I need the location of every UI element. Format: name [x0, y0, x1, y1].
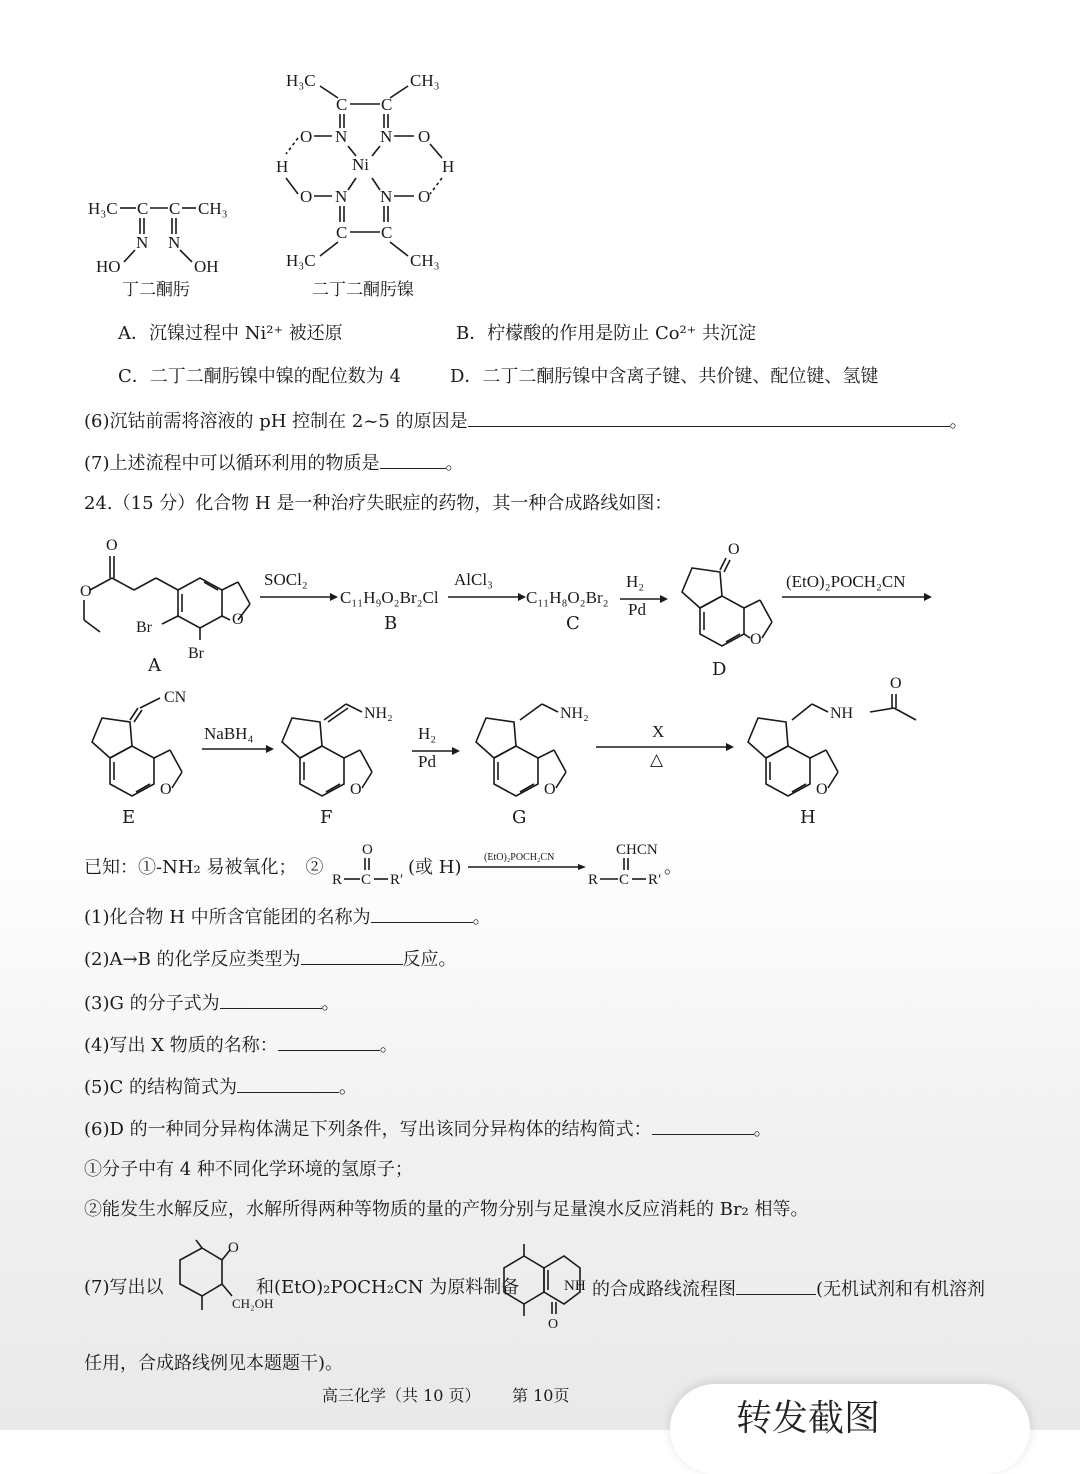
svg-text:R: R — [588, 872, 599, 888]
reagent-pd: Pd — [628, 600, 646, 619]
svg-text:CN: CN — [164, 689, 187, 706]
formula-c: C₁₁H₈O₂Br₂ — [526, 588, 609, 607]
label-h: H — [800, 807, 816, 828]
svg-text:C: C — [169, 199, 181, 218]
sub-question-7-c — [592, 1276, 985, 1302]
reagent-h2: H₂ — [418, 724, 437, 743]
known-reagent: (EtO)₂POCH₂CN — [484, 852, 555, 863]
sub-question-7-a: (7)写出以 — [84, 1277, 164, 1298]
compound-a-structure — [70, 534, 260, 664]
sub-question-5 — [84, 1074, 357, 1100]
option-c: C．二丁二酮肟镍中镍的配位数为 4 — [118, 366, 401, 387]
share-screenshot-label: 转发截图 — [736, 1398, 881, 1439]
reaction-arrow — [446, 590, 526, 604]
reaction-arrow — [258, 590, 338, 604]
sub-question-7-d-text: (无机试剂和有机溶剂 — [816, 1279, 986, 1300]
answer-blank — [468, 408, 950, 427]
label-f: F — [320, 807, 333, 828]
reaction-arrow — [200, 742, 274, 756]
q24-header: 24.（15 分）化合物 H 是一种治疗失眠症的药物，其一种合成路线如图： — [84, 493, 673, 514]
option-b: B．柠檬酸的作用是防止 Co²⁺ 共沉淀 — [456, 323, 756, 344]
reaction-arrow — [594, 740, 734, 754]
reagent-socl2: SOCl₂ — [264, 570, 308, 589]
svg-text:NH: NH — [830, 705, 854, 722]
svg-text:N: N — [168, 233, 181, 252]
sub-question-3 — [84, 990, 340, 1016]
sub-question-2-text: (2)A→B 的化学反应类型为 — [84, 949, 301, 970]
question-7-text: (7)上述流程中可以循环利用的物质是 — [84, 453, 380, 474]
svg-text:CH₃: CH₃ — [410, 71, 440, 90]
sub-question-3-end: 。 — [321, 993, 340, 1014]
sub-question-3-text: (3)G 的分子式为 — [84, 993, 220, 1014]
svg-text:C: C — [619, 872, 630, 888]
known-mid: (或 H) — [408, 857, 462, 878]
svg-text:C: C — [381, 95, 393, 114]
sub-question-1-text: (1)化合物 H 中所含官能团的名称为 — [84, 907, 371, 928]
reaction-arrow — [780, 590, 932, 604]
svg-text:C: C — [336, 95, 348, 114]
svg-text:NH: NH — [564, 1278, 586, 1294]
compound-d-structure — [670, 534, 780, 654]
svg-text:R: R — [332, 872, 343, 888]
sub-question-1 — [84, 904, 491, 930]
sub-question-4-text: (4)写出 X 物质的名称： — [84, 1035, 278, 1056]
reagent-pd: Pd — [418, 752, 436, 771]
svg-text:O: O — [890, 675, 902, 692]
reagent-phosphonate: (EtO)₂POCH₂CN — [786, 572, 906, 591]
condition-2: ②能发生水解反应，水解所得两种等物质的量的产物分别与足量溴水反应消耗的 Br₂ 相等。 — [84, 1199, 809, 1220]
sub-question-7-b: 和(EtO)₂POCH₂CN 为原料制备 — [256, 1277, 520, 1298]
svg-text:O: O — [750, 631, 762, 648]
sub-question-6-end: 。 — [753, 1119, 772, 1140]
sub-question-6 — [84, 1116, 772, 1142]
svg-text:CHCN: CHCN — [616, 842, 658, 858]
ni-dmg-label: 二丁二酮肟镍 — [312, 280, 414, 300]
svg-text:CH₃: CH₃ — [410, 251, 440, 270]
svg-text:H: H — [276, 157, 289, 176]
compound-f-structure — [270, 684, 410, 804]
svg-text:Ni: Ni — [352, 155, 369, 174]
svg-text:H₃C: H₃C — [286, 251, 316, 270]
footer-page: 第 10页 — [512, 1386, 570, 1405]
svg-text:O: O — [728, 541, 740, 558]
answer-blank — [380, 450, 446, 469]
ketone-structure — [330, 838, 410, 894]
answer-blank — [220, 990, 322, 1009]
sub-question-1-end: 。 — [472, 907, 491, 928]
sub-question-4-end: 。 — [379, 1035, 398, 1056]
answer-blank — [736, 1276, 816, 1295]
svg-text:H₃C: H₃C — [88, 199, 118, 218]
svg-text:N: N — [380, 187, 393, 206]
svg-text:C: C — [336, 223, 348, 242]
reaction-arrow — [466, 862, 586, 872]
svg-text:C: C — [381, 223, 393, 242]
answer-blank — [652, 1116, 754, 1135]
alkene-nitrile-structure — [584, 838, 674, 894]
reagent-alcl3: AlCl₃ — [454, 570, 493, 589]
svg-text:O: O — [350, 781, 362, 798]
svg-text:O: O — [544, 781, 556, 798]
answer-blank — [371, 904, 473, 923]
svg-text:N: N — [335, 127, 348, 146]
svg-text:O: O — [548, 1317, 559, 1332]
svg-text:H: H — [442, 157, 455, 176]
footer-course: 高三化学（共 10 页） — [322, 1386, 481, 1405]
answer-blank — [301, 946, 403, 965]
sub-question-7-c-text: 的合成路线流程图 — [592, 1279, 736, 1300]
label-d: D — [712, 659, 727, 680]
svg-text:N: N — [380, 127, 393, 146]
option-a: A．沉镍过程中 Ni²⁺ 被还原 — [118, 323, 343, 344]
svg-text:R′: R′ — [390, 872, 404, 888]
svg-text:O: O — [418, 187, 431, 206]
svg-text:HO: HO — [96, 257, 121, 276]
svg-text:O: O — [160, 781, 172, 798]
svg-text:O: O — [816, 781, 828, 798]
sub-question-5-text: (5)C 的结构简式为 — [84, 1077, 237, 1098]
svg-text:O: O — [228, 1240, 239, 1256]
svg-text:N: N — [136, 233, 149, 252]
svg-text:O: O — [232, 611, 244, 628]
svg-text:O: O — [418, 127, 431, 146]
reagent-nabh4: NaBH₄ — [204, 724, 254, 743]
sub-question-6-text: (6)D 的一种同分异构体满足下列条件，写出该同分异构体的结构简式： — [84, 1119, 652, 1140]
svg-text:C: C — [361, 872, 372, 888]
svg-text:NH₂: NH₂ — [560, 705, 589, 722]
compound-g-structure — [464, 684, 604, 804]
known-end: 。 — [664, 857, 682, 878]
reagent-x: X — [652, 722, 665, 741]
svg-text:N: N — [335, 187, 348, 206]
question-6-text: (6)沉钴前需将溶液的 pH 控制在 2~5 的原因是 — [84, 411, 468, 432]
svg-text:O: O — [362, 842, 373, 858]
question-6 — [84, 408, 968, 434]
svg-text:H₃C: H₃C — [286, 71, 316, 90]
label-c: C — [566, 613, 580, 634]
sub-question-5-end: 。 — [339, 1077, 357, 1098]
answer-blank — [278, 1032, 380, 1051]
reagent-h2: H₂ — [626, 572, 645, 591]
answer-blank — [237, 1074, 339, 1093]
svg-text:CH₃: CH₃ — [198, 199, 228, 218]
svg-text:O: O — [300, 187, 313, 206]
nickel-dimethylglyoxime-structure — [268, 66, 468, 276]
svg-text:O: O — [300, 127, 313, 146]
label-g: G — [512, 807, 527, 828]
svg-text:NH₂: NH₂ — [364, 705, 393, 722]
svg-text:O: O — [106, 537, 118, 554]
svg-text:CH₂OH: CH₂OH — [232, 1296, 274, 1311]
svg-text:O: O — [80, 583, 92, 600]
label-b: B — [384, 613, 398, 634]
label-e: E — [122, 807, 136, 828]
share-screenshot-button[interactable] — [670, 1384, 1030, 1474]
sub-question-4 — [84, 1032, 398, 1058]
svg-text:Br: Br — [188, 645, 204, 662]
target-product-structure — [498, 1240, 594, 1330]
svg-text:R′: R′ — [648, 872, 662, 888]
sub-question-7-e: 任用，合成路线例见本题题干)。 — [84, 1353, 344, 1374]
question-7-end: 。 — [445, 453, 464, 474]
formula-b: C₁₁H₉O₂Br₂Cl — [340, 588, 439, 607]
compound-h-structure — [736, 670, 936, 800]
question-7 — [84, 450, 464, 476]
condition-1: ①分子中有 4 种不同化学环境的氢原子； — [84, 1159, 413, 1180]
compound-e-structure — [80, 684, 200, 804]
svg-text:Br: Br — [136, 619, 152, 636]
dimethylglyoxime-structure — [80, 190, 240, 280]
reagent-heat: △ — [650, 750, 664, 769]
label-a: A — [148, 655, 161, 676]
sub-question-2 — [84, 946, 457, 972]
option-d: D．二丁二酮肟镍中含离子键、共价键、配位键、氢键 — [450, 366, 879, 387]
svg-text:C: C — [137, 199, 149, 218]
starting-material-structure — [160, 1240, 274, 1320]
sub-question-2-end: 反应。 — [402, 949, 457, 970]
question-6-end: 。 — [949, 411, 968, 432]
dmg-label: 丁二酮肟 — [122, 280, 190, 300]
known-prefix: 已知：①-NH₂ 易被氧化； ② — [84, 857, 324, 878]
svg-text:OH: OH — [194, 257, 219, 276]
